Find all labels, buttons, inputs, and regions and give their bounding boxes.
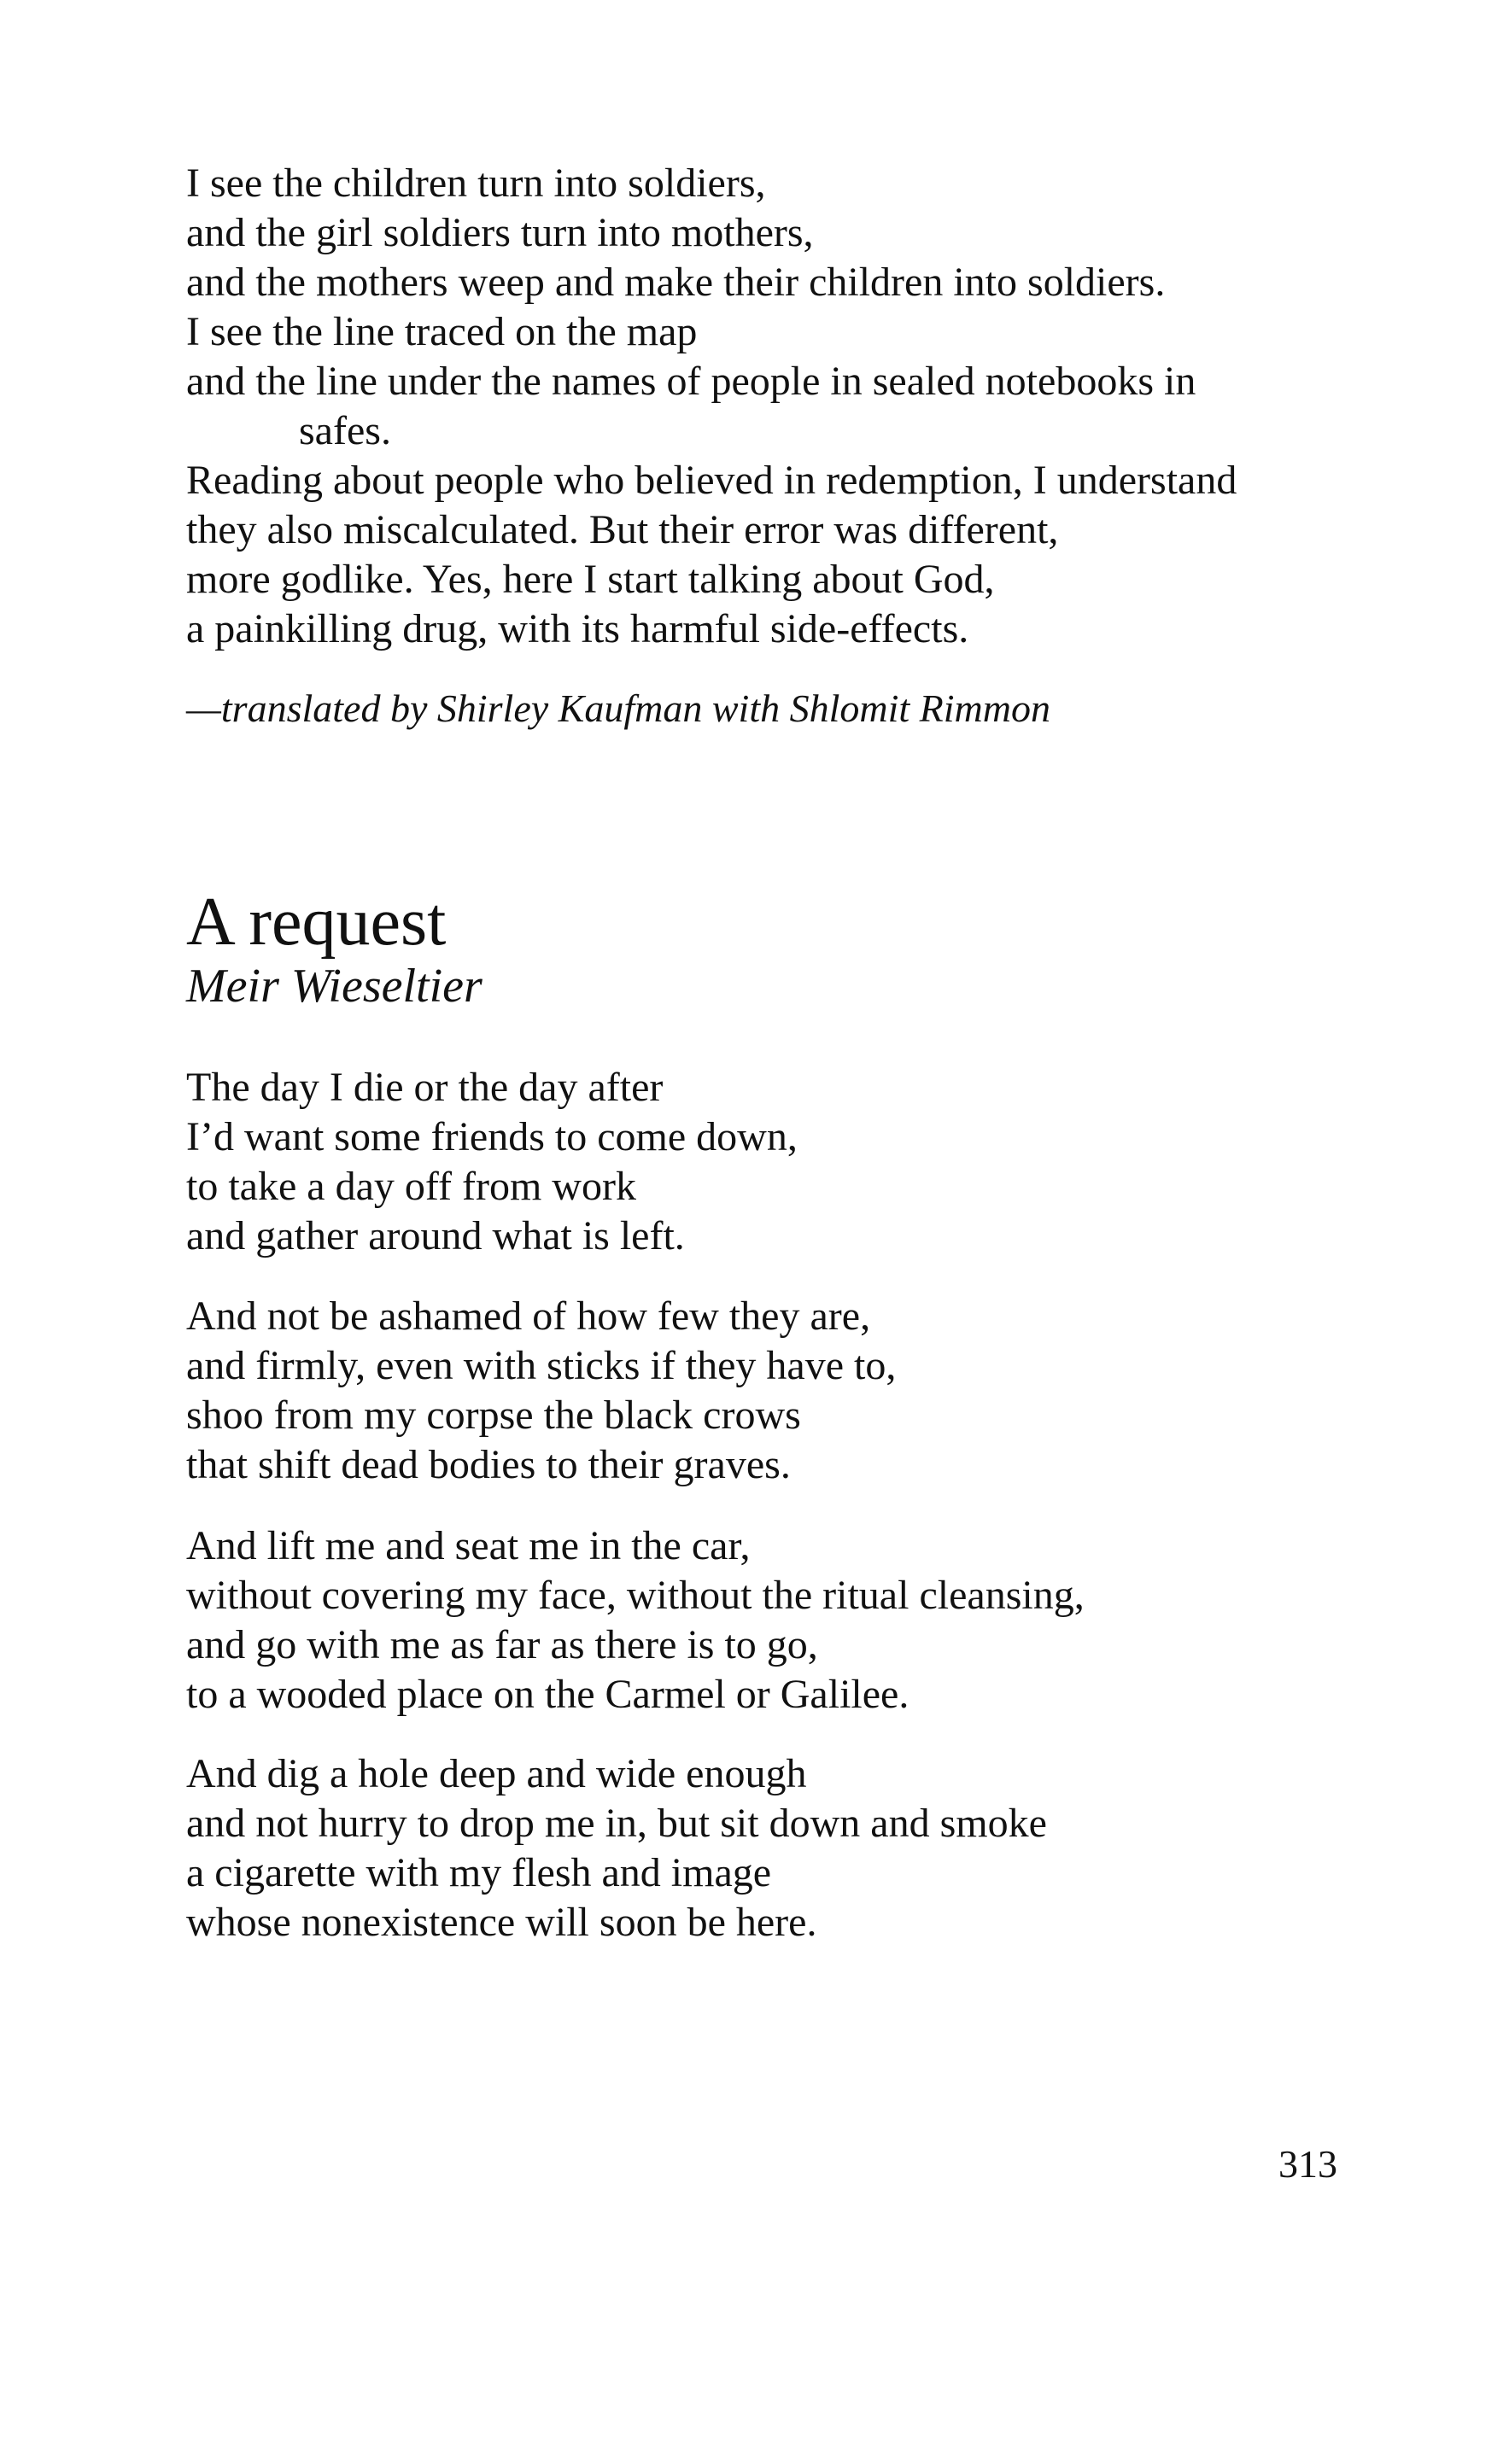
- stanza: [186, 1521, 1085, 1720]
- poem-line: The day I die or the day after: [186, 1065, 664, 1110]
- translation-credit: —translated by Shirley Kaufman with Shlomit Rimmon: [186, 686, 1050, 730]
- poem-line: I’d want some friends to come down,: [186, 1114, 798, 1159]
- poem-line: I see the children turn into soldiers,: [186, 161, 766, 206]
- poem-line: and the line under the names of people in sealed notebooks in: [186, 359, 1196, 404]
- poem-line: they also miscalculated. But their error was different,: [186, 507, 1059, 552]
- poem-line: a cigarette with my flesh and image: [186, 1850, 772, 1895]
- poem-title: A request: [186, 885, 447, 960]
- poem-line: that shift dead bodies to their graves.: [186, 1442, 791, 1487]
- poem-author: Meir Wieseltier: [186, 960, 483, 1013]
- poem-line: and not hurry to drop me in, but sit down and smoke: [186, 1801, 1047, 1846]
- poem-line: Reading about people who believed in redemption, I understand: [186, 458, 1237, 503]
- poem-line: I see the line traced on the map: [186, 309, 698, 354]
- stanza: [186, 1749, 1047, 1947]
- poem-line-continuation: safes.: [299, 408, 391, 453]
- stanza: [186, 1063, 798, 1261]
- stanza: [186, 1292, 896, 1490]
- poem-line: a painkilling drug, with its harmful side-effects.: [186, 606, 969, 651]
- poem-line: And dig a hole deep and wide enough: [186, 1751, 807, 1796]
- poem-line: and the mothers weep and make their children into soldiers.: [186, 260, 1166, 305]
- poem-line: to a wooded place on the Carmel or Galilee.: [186, 1672, 909, 1717]
- poem-line: and go with me as far as there is to go,: [186, 1622, 818, 1667]
- poem-line: whose nonexistence will soon be here.: [186, 1900, 817, 1945]
- page-number: 313: [1278, 2142, 1337, 2186]
- poem-line: and firmly, even with sticks if they have to,: [186, 1343, 897, 1388]
- poem-line: more godlike. Yes, here I start talking about God,: [186, 557, 995, 602]
- previous-poem-ending: [186, 159, 1237, 654]
- poem-line: and gather around what is left.: [186, 1213, 685, 1258]
- poem-line: to take a day off from work: [186, 1164, 636, 1209]
- poem-line: without covering my face, without the ritual cleansing,: [186, 1573, 1085, 1618]
- poem-line: shoo from my corpse the black crows: [186, 1393, 801, 1438]
- poem-line: And not be ashamed of how few they are,: [186, 1293, 871, 1339]
- poem-line: and the girl soldiers turn into mothers,: [186, 210, 814, 255]
- poem-line: And lift me and seat me in the car,: [186, 1523, 751, 1568]
